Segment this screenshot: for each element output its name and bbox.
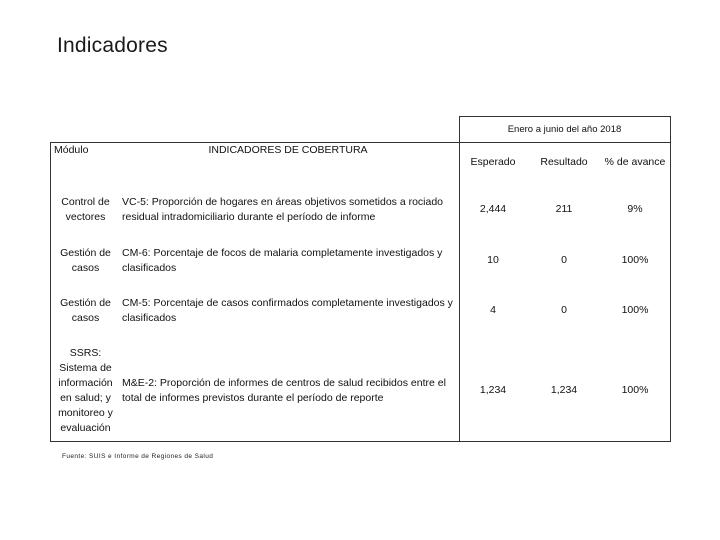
row-modulo: SSRS: Sistema de información en salud; y monitoreo y evaluación — [58, 347, 113, 434]
row-avance: 100% — [621, 254, 649, 266]
period-bottom-border — [459, 142, 670, 143]
row-esperado: 10 — [487, 254, 499, 266]
period-top-border — [459, 116, 670, 117]
row-resultado: 1,234 — [550, 384, 578, 396]
row-resultado: 0 — [561, 254, 567, 266]
row-resultado: 0 — [561, 304, 567, 316]
table-right-border — [670, 116, 671, 442]
row-indicador: M&E-2: Proporción de informes de centros de salud recibidos entre el total de informes previstos durante el período de reporte — [122, 377, 446, 404]
row-avance: 100% — [621, 384, 649, 396]
row-indicador: VC-5: Proporción de hogares en áreas objetivos sometidos a rociado residual intradomiciliario durante el período de informe — [122, 196, 444, 223]
header-avance: % de avance — [604, 156, 666, 168]
row-modulo: Gestión de casos — [60, 297, 111, 324]
row-esperado: 4 — [490, 304, 496, 316]
row-esperado: 2,444 — [479, 203, 507, 215]
row-esperado: 1,234 — [479, 384, 507, 396]
period-header: Enero a junio del año 2018 — [507, 124, 622, 135]
table-left-border — [50, 142, 51, 442]
header-modulo: Módulo — [54, 144, 89, 156]
slide-title: Indicadores — [57, 34, 168, 57]
row-modulo: Gestión de casos — [60, 247, 111, 274]
row-indicador: CM-5: Porcentaje de casos confirmados completamente investigados y clasificados — [122, 297, 453, 324]
header-esperado: Esperado — [470, 156, 516, 168]
row-modulo: Control de vectores — [61, 196, 110, 223]
row-avance: 100% — [621, 304, 649, 316]
row-indicador: CM-6: Porcentaje de focos de malaria completamente investigados y clasificados — [122, 247, 443, 274]
header-indicadores: INDICADORES DE COBERTURA — [208, 144, 368, 156]
source-note: Fuente: SUIS e Informe de Regiones de Salud — [62, 453, 214, 460]
row-resultado: 211 — [555, 203, 573, 215]
table-bottom-border — [50, 441, 671, 442]
row-avance: 9% — [627, 203, 643, 215]
header-resultado: Resultado — [540, 156, 588, 168]
